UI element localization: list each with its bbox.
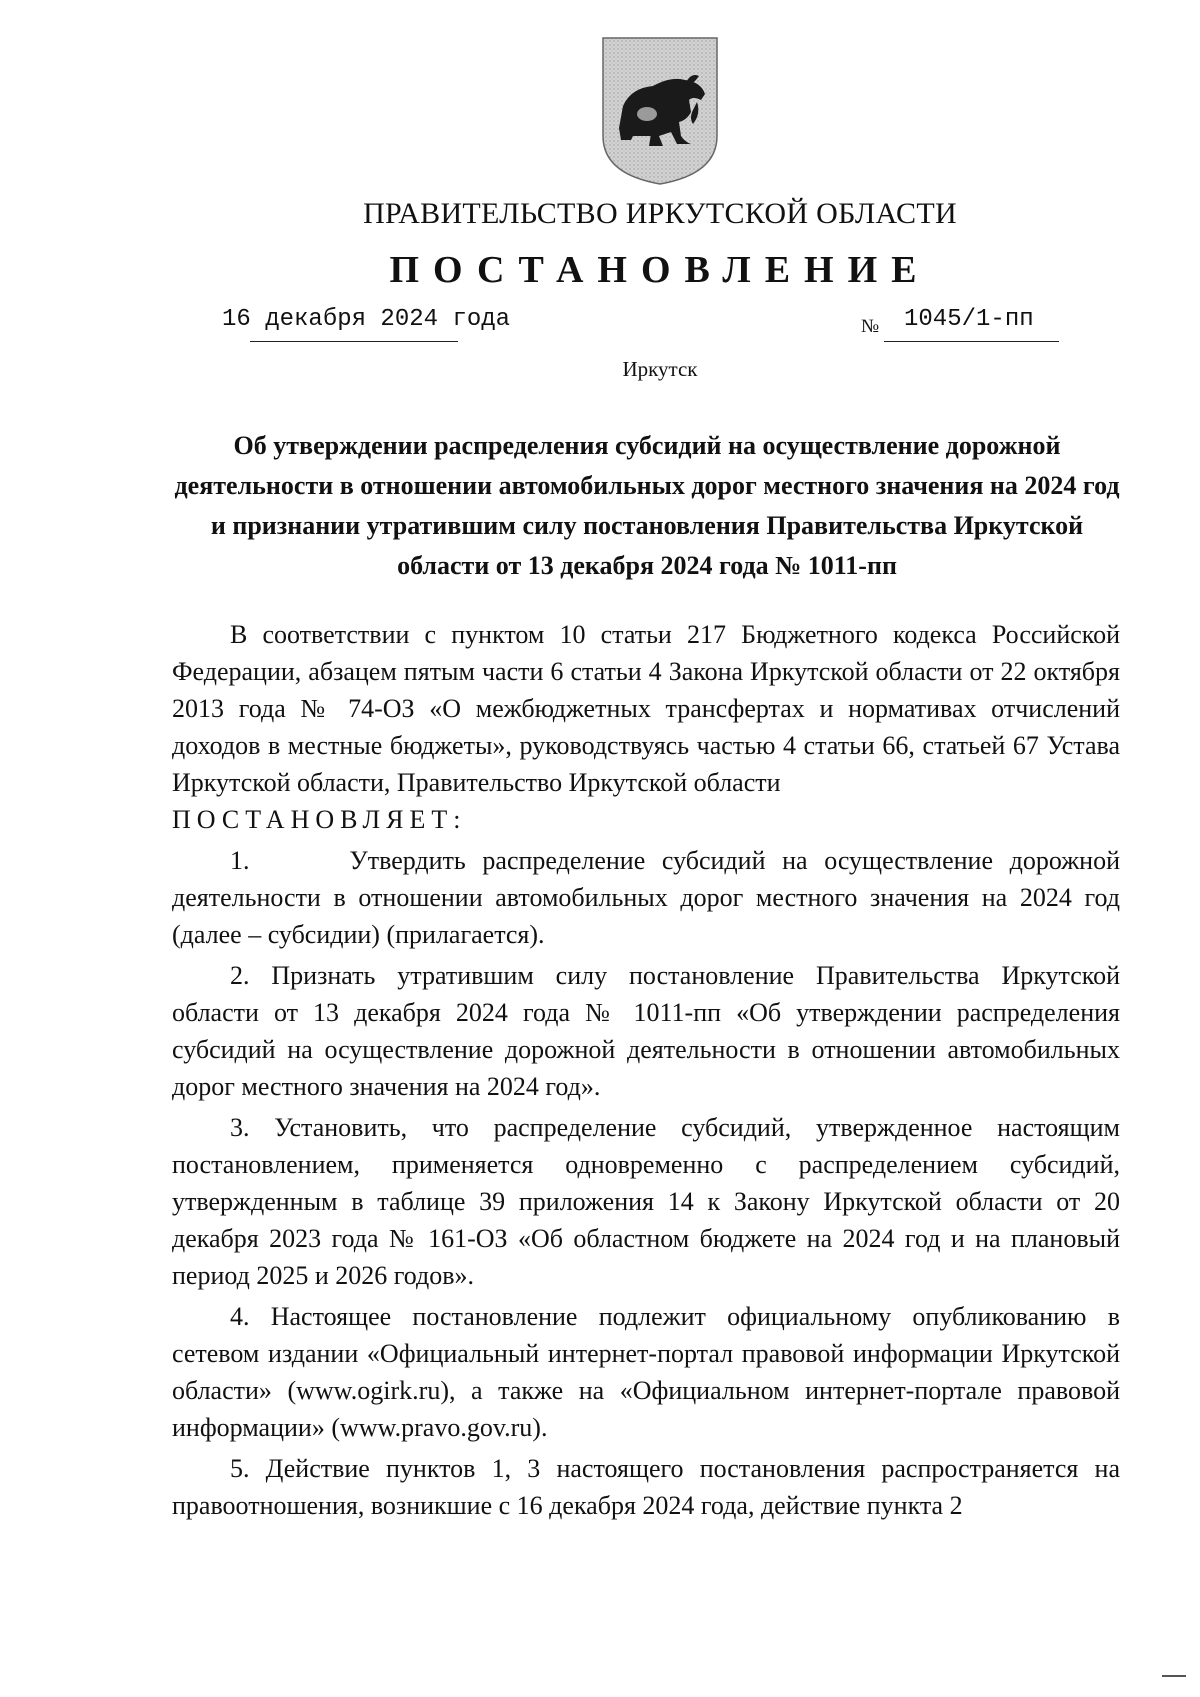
number-underline bbox=[884, 341, 1059, 342]
clause-1: 1. Утвердить распределение субсидий на осуществление дорожной деятельности в отношении автомобильных дорог местного значения на 2024 год (далее – субсидии) (прилагается). bbox=[172, 846, 1120, 949]
document-title: Об утверждении распределения субсидий на осуществление дорожной деятельности в отношении автомобильных дорог местного значения на 2024 год и признании утратившим силу постановления Правительства Иркутской области от 13 декабря 2024 года № 1011-пп bbox=[174, 431, 1120, 580]
date-underline bbox=[250, 341, 458, 342]
clause-2: 2. Признать утратившим силу постановление Правительства Иркутской области от 13 декабря 2024 года № 1011-пп «Об утверждении распределения субсидий на осуществление дорожной деятельности в отношении автомобильных дорог местного значения на 2024 год». bbox=[172, 961, 1120, 1101]
clause-4: 4. Настоящее постановление подлежит официальному опубликованию в сетевом издании «Официальный интернет-портал правовой информации Иркутской области» (www.ogirk.ru), а также на «Официальном интернет-портале правовой информации» (www.pravo.gov.ru). bbox=[172, 1302, 1120, 1442]
number-sign: № bbox=[861, 316, 880, 337]
document-number: 1045/1-пп bbox=[904, 306, 1034, 333]
clause-3: 3. Установить, что распределение субсидий, утвержденное настоящим постановлением, применяется одновременно с распределением субсидий, утвержденным в таблице 39 приложения 14 к Закону Иркутской области от 20 декабря 2023 года № 161-ОЗ «Об областном бюджете на 2024 год и на плановый период 2025 и 2026 годов». bbox=[172, 1113, 1120, 1290]
clause-5: 5. Действие пунктов 1, 3 настоящего постановления распространяется на правоотношения, возникшие с 16 декабря 2024 года, действие пункта 2 bbox=[172, 1454, 1120, 1520]
document-body bbox=[172, 616, 1120, 1524]
preamble-paragraph: В соответствии с пунктом 10 статьи 217 Бюджетного кодекса Российской Федерации, абзацем пятым части 6 статьи 4 Закона Иркутской области от 22 октября 2013 года № 74-ОЗ «О межбюджетных трансфертах и нормативах отчислений доходов в местные бюджеты», руководствуясь частью 4 статьи 66, статьей 67 Устава Иркутской области, Правительство Иркутской области bbox=[172, 620, 1120, 797]
document-type-heading: ПОСТАНОВЛЕНИЕ bbox=[389, 249, 931, 291]
document-date: 16 декабря 2024 года bbox=[222, 306, 511, 333]
city-name: Иркутск bbox=[622, 357, 698, 381]
decree-word: ПОСТАНОВЛЯЕТ: bbox=[172, 805, 467, 834]
page-corner-mark bbox=[1162, 1675, 1186, 1677]
coat-of-arms-emblem bbox=[601, 36, 719, 186]
government-name: ПРАВИТЕЛЬСТВО ИРКУТСКОЙ ОБЛАСТИ bbox=[363, 197, 957, 230]
